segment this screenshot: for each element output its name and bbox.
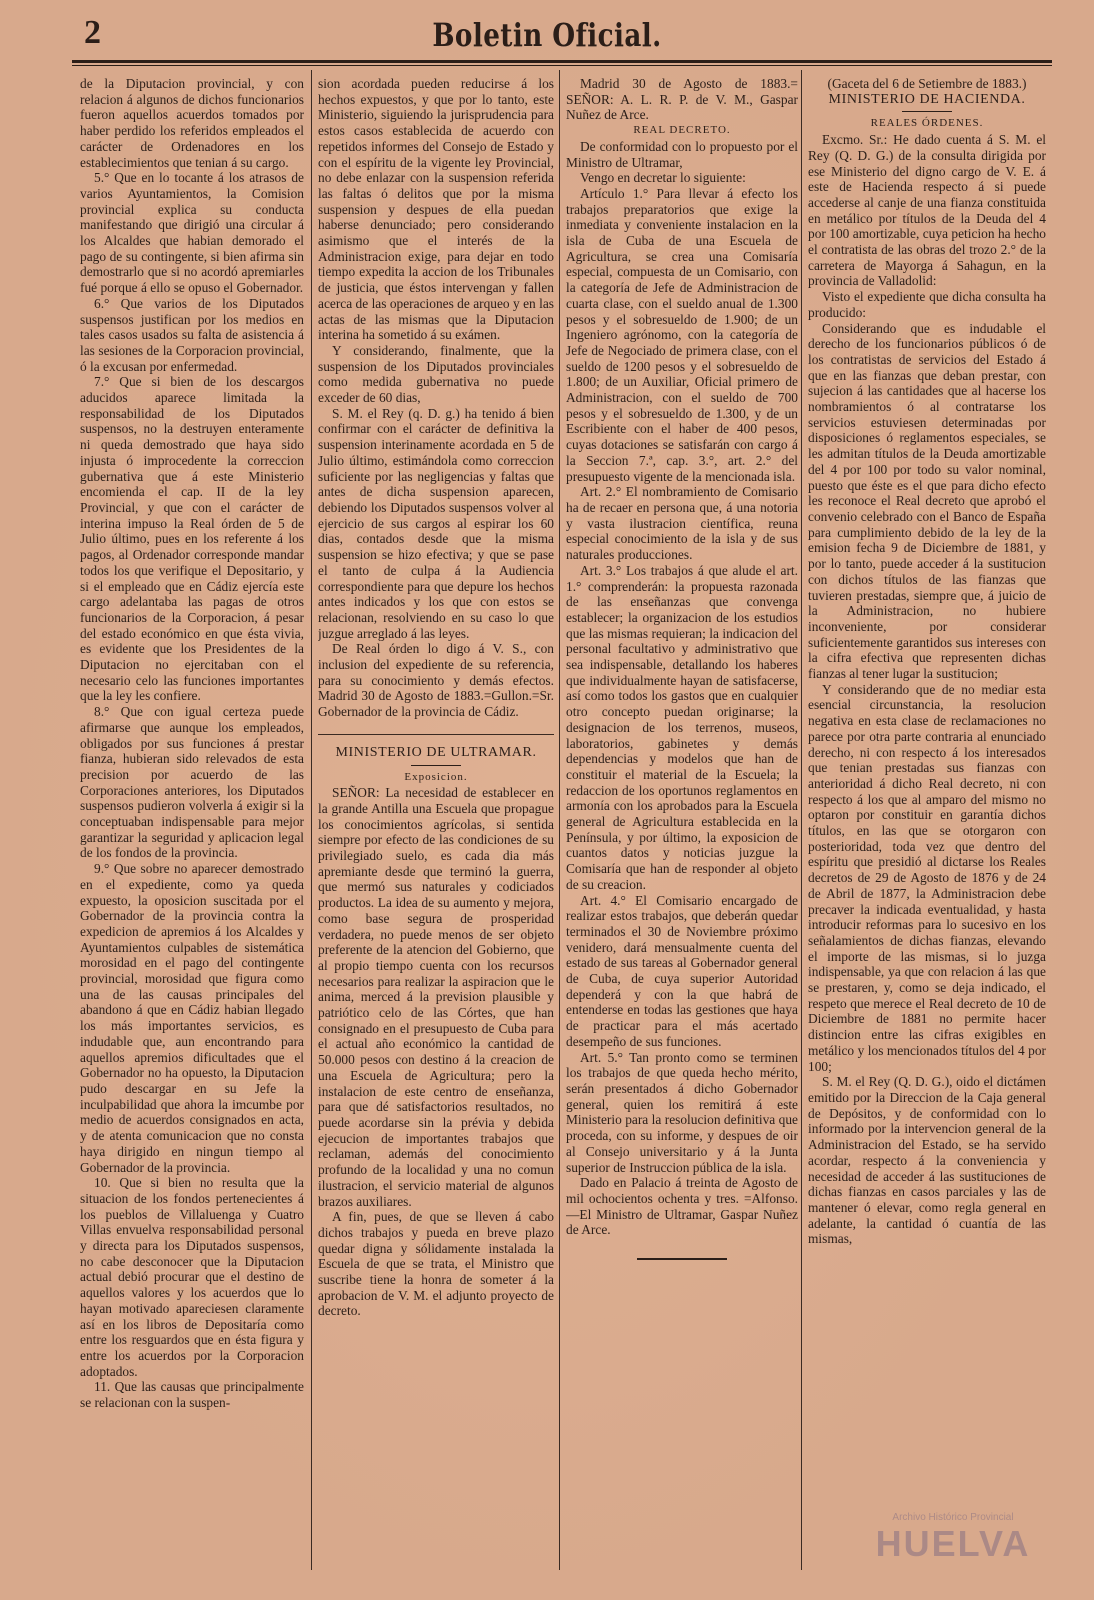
paragraph: 10. Que si bien no resulta que la situacion de los fondos pertenecientes á los pueblos de Villaluenga y Cuatro Villas envuelva responsabilidad personal y directa para los Diputados suspensos, no cabe desconocer que la Diputacion actual debió procurar que el destino de aquellos valores y los acuerdos que lo hayan motivado apareciesen claramente así en los libros de Depositaría como entre los resguardos que en ésta figura y entre los acuerdos por la Corporacion adoptados. [80, 1175, 304, 1379]
paragraph: S. M. el Rey (Q. D. G.), oido el dictámen emitido por la Direccion de la Caja general de Depósitos, y de conformidad con lo informado por la intervencion general de la Administracion del Estado, se ha servido acordar, respecto á la conveniencia y necesidad de acceder á las sustituciones de dichas fianzas en casos parciales y las de mantener ó elevar, como regla general en adelante, la cantidad ó cuantía de las mismas, [808, 1074, 1046, 1247]
paragraph: de la Diputacion provincial, y con relacion á algunos de dichos funcionarios fueron aquellos acuerdos tomados por haber perdido los referidos empleados el carácter de Ordenadores en los establecimientos que tenian á su cargo. [80, 76, 304, 170]
column-divider [801, 70, 802, 1570]
column-4 [808, 76, 1046, 1566]
paragraph: 6.° Que varios de los Diputados suspensos justifican por los medios en tales casos usados su falta de asistencia á las sesiones de la Corporacion provincial, ó la excusan por enfermedad. [80, 295, 304, 374]
subheading-exposicion: Exposicion. [404, 770, 468, 783]
masthead-rule-thin [72, 65, 1052, 66]
paragraph: 9.° Que sobre no aparecer demostrado en el expediente, como ya queda expuesto, la oposicion suscitada por el Gobernador de la provincia contra la expedicion de apremios á los Alcaldes y Ayuntamientos culpables de sistemática morosidad en el pago del contingente provincial, morosidad que figura como una de las causas principales del abandono á que en Cádiz habian llegado los más importantes servicios, es indudable que, aun encontrando para aquellos apremios dificultades que el Gobernador no ha opuesto, la Diputacion pudo descargar en su Jefe la inculpabilidad que ahora la imcumbe por medio de acuerdos consignados en acta, y de atenta comunicacion que no consta haya dirigido en ningun tiempo al Gobernador de la provincia. [80, 861, 304, 1175]
heading-dash [902, 111, 952, 112]
paragraph: Art. 3.° Los trabajos á que alude el art. 1.° comprenderán: la propuesta razonada de las enseñanzas que convenga establecer; la organizacion de los estudios que las mismas requieran; la indicacion del personal facultativo y administrativo que sea indispensable, detallando los haberes que individualmente hayan de satisfacerse, así como todos los gastos que en cualquier otro concepto puedan originarse; la designacion de los terrenos, museos, laboratorios, gabinetes y demás dependencias y modelos que han de constituir el material de la Escuela; la redaccion de los oportunos reglamentos en armonía con los aprobados para la Escuela general de Agricultura establecida en la Península, y por último, la exposicion de cuantos datos y noticias juzgue la Comisaría que han de responder al objeto de su creacion. [566, 562, 798, 892]
masthead-rule [72, 60, 1052, 63]
gaceta-reference: (Gaceta del 6 de Setiembre de 1883.) [827, 76, 1027, 91]
paragraph: De Real órden lo digo á V. S., con inclusion del expediente de su referencia, para su conocimiento y demás efectos. Madrid 30 de Agosto de 1883.=Gullon.=Sr. Gobernador de la provincia de Cádiz. [318, 641, 554, 720]
paragraph: 5.° Que en lo tocante á los atrasos de varios Ayuntamientos, la Comision provincial explica su conducta manifestando que dirigió una circular á los Alcaldes que habian demorado el pago de su contingente, si bien afirma sin demostrarlo que si no acordó apremiarles fué porque á ello se opuso el Gobernador. [80, 170, 304, 296]
paragraph: Artículo 1.° Para llevar á efecto los trabajos preparatorios que exige la inmediata y conveniente instalacion en la isla de Cuba de una Escuela de Agricultura, se crea una Comisaría especial, compuesta de un Comisario, con la categoría de Jefe de Administracion de cuarta clase, con el sueldo anual de 1.300 pesos y el sobresueldo de 1.900; de un Ingeniero agrónomo, con la categoría de Jefe de Negociado de primera clase, con el sueldo de 1200 pesos y el sobresueldo de 1.800; de un Auxiliar, Oficial primero de Administracion, con el sueldo de 700 pesos y el sobresueldo de 1.300, y de un Escribiente con el haber de 400 pesos, cuyas dotaciones se satisfarán con cargo á la Seccion 7.ª, cap. 3.°, art. 2.° del presupuesto vigente de la mencionada isla. [566, 185, 798, 484]
paragraph: 8.° Que con igual certeza puede afirmarse que aunque los empleados, obligados por sus funciones á prestar fianza, hubieran sido relevados de esta precision por acuerdo de las Corporaciones anteriores, los Diputados suspensos pudieron volverla á exigir si la conceptuaban indispensable para mejor garantizar la seguridad y aplicacion legal de los fondos de la provincia. [80, 704, 304, 861]
subheading-reales-ordenes: REALES ÓRDENES. [870, 117, 984, 130]
paragraph: sion acordada pueden reducirse á los hechos expuestos, y que por lo tanto, este Ministerio, siguiendo la jurisprudencia para estos casos establecida de acuerdo con repetidos informes del Consejo de Estado y con el espíritu de la vigente ley Provincial, no debe enlazar con la suspension referida las faltas ó delitos que por la misma suspension y despues de ella puedan haberse denunciado; pero considerando asimismo que el interés de la Administracion exige, para dejar en todo tiempo expedita la accion de los Tribunales de justicia, que éstos intervengan y fallen acerca de las operaciones de arqueo y en las actas de las mismas que la Diputacion interina ha sometido á su exámen. [318, 76, 554, 343]
paragraph: 7.° Que si bien de los descargos aducidos aparece limitada la responsabilidad de los Diputados suspensos, no la destruyen enteramente ni queda demostrado que haya sido injusta ó improcedente la correccion gubernativa que á este Ministerio encomienda el cap. II de la ley Provincial, y que con el carácter de interina impuso la Real órden de 5 de Julio último, pues en los referente á los pagos, al Ordenador corresponde mandar todos los que verifique el Depositario, y si el empleado que en Cádiz ejercía este cargo adelantaba las pagas de otros funcionarios de la Corporacion, á pesar del estado económico en que ésta vivia, es evidente que los Presidentes de la Diputacion no ejercitaban con el necesario celo las funciones importantes que la ley les confiere. [80, 374, 304, 704]
subheading-real-decreto: REAL DECRETO. [633, 124, 731, 137]
paragraph: A fin, pues, de que se lleven á cabo dichos trabajos y pueda en breve plazo quedar digna y sólidamente instalada la Escuela de que se trata, el Ministro que suscribe tiene la honra de someter á la aprobacion de V. M. el adjunto proyecto de decreto. [318, 1209, 554, 1319]
column-1 [80, 76, 304, 1566]
paragraph: 11. Que las causas que principalmente se relacionan con la suspen- [80, 1379, 304, 1411]
section-heading-ultramar: MINISTERIO DE ULTRAMAR. [335, 744, 537, 760]
paragraph: Vengo en decretar lo siguiente: [580, 170, 746, 186]
end-rule [637, 1258, 727, 1260]
column-3 [566, 76, 798, 1566]
paragraph: S. M. el Rey (q. D. g.) ha tenido á bien confirmar con el carácter de definitiva la suspension interinamente acordada en 5 de Julio último, estimándola como correccion suficiente por las negligencias y faltas que antes de dicha suspension aparecen, debiendo los Diputados suspensos volver al ejercicio de sus cargos al espirar los 60 dias, contados desde que la misma suspension se hizo efectiva; y que se pase el tanto de culpa á la Audiencia correspondiente para que depure los hechos antes indicados y los que con estos se relacionan, resolviendo en su caso lo que juzgue arreglado á las leyes. [318, 405, 554, 641]
paragraph: Y considerando, finalmente, que la suspension de los Diputados provinciales como medida gubernativa no puede exceder de 60 dias, [318, 342, 554, 406]
paragraph: Visto el expediente que dicha consulta ha producido: [808, 289, 1046, 320]
heading-dash [411, 765, 461, 766]
paragraph: Art. 5.° Tan pronto como se terminen los trabajos de que queda hecho mérito, serán presentados á dicho Gobernador general, quien los remitirá á este Ministerio para la resolucion definitiva que proceda, con su informe, y despues de oir al Consejo universitario y á la Junta superior de Instruccion pública de la isla. [566, 1049, 798, 1175]
masthead-title: Boletin Oficial. [432, 16, 662, 54]
paragraph: De conformidad con lo propuesto por el Ministro de Ultramar, [566, 138, 798, 170]
paragraph: Considerando que es indudable el derecho de los funcionarios públicos ó de los contratistas de servicios del Estado á que en las fianzas que deban prestar, con sujecion á las cantidades que al hacerse los nombramientos ó al contratarse los servicios estuviesen determinadas por disposiciones ó reglamentos especiales, se les admitan títulos de la Deuda amortizable del 4 por 100 por todo su valor nominal, puesto que éste es el que para dicho efecto les reconoce el Real decreto que aprobó el convenio celebrado con el Banco de España para cumplimiento debido de la ley de la emision fecha 9 de Diciembre de 1881, y por lo tanto, puede acceder á la sustitucion con dichos títulos de las fianzas que tuvieren prestadas, siempre que, á juicio de la Administracion, no hubiere inconveniente, por considerar suficientemente garantidos sus intereses con la cifra efectiva que representen dichas fianzas al tener lugar la sustitucion; [808, 320, 1046, 682]
page-number: 2 [84, 14, 101, 51]
section-separator [318, 734, 554, 735]
watermark-title: HUELVA [875, 1523, 1031, 1564]
column-divider [559, 70, 560, 1570]
paragraph: Madrid 30 de Agosto de 1883.= SEÑOR: A. L. R. P. de V. M., Gaspar Nuñez de Arce. [566, 76, 798, 123]
archive-watermark [868, 1512, 1038, 1592]
paragraph: Art. 2.° El nombramiento de Comisario ha de recaer en persona que, á una notoria y vasta ilustracion científica, reuna especial conocimiento de la isla y de sus naturales producciones. [566, 484, 798, 563]
section-heading-hacienda: MINISTERIO DE HACIENDA. [828, 91, 1026, 107]
paragraph: Y considerando que de no mediar esta esencial circunstancia, la resolucion negativa en esta clase de reclamaciones no parece por otra parte contraria al enunciado derecho, ni con respecto á los interesados que tenian prestadas sus fianzas con anterioridad á dicho Real decreto, ni con respecto á los que al amparo del mismo no optaron por constituir en garantía dichos títulos, en las que se otorgaron con posterioridad, toda vez que dentro del espíritu que presidió al dictarse los Reales decretos de 29 de Agosto de 1876 y de 24 de Abril de 1877, la Administracion debe precaver la indicada eventualidad, y hasta introducir reformas para lo sucesivo en los señalamientos de dichas fianzas, elevando el importe de las mismas, si lo juzga indispensable, ya que con relacion á las que se prestaren, y, como se deja indicado, el respeto que merece el Real decreto de 10 de Diciembre de 1881 no permite hacer distincion entre las cifras exigibles en metálico y los mencionados títulos del 4 por 100; [808, 681, 1046, 1074]
paragraph: SEÑOR: La necesidad de establecer en la grande Antilla una Escuela que propague los conocimientos agrícolas, si sentida siempre por efecto de las condiciones de su privilegiado suelo, es cada dia más apremiante desde que terminó la guerra, que mermó sus naturales y codiciados productos. La idea de su aumento y mejora, como base segura de prosperidad verdadera, no puede menos de ser objeto preferente de la atencion del Gobierno, que al propio tiempo cuenta con los recursos necesarios para realizar la aspiracion que le anima, merced á la prevision plausible y patriótico celo de las Córtes, que han consignado en el presupuesto de Cuba para el actual año económico la cantidad de 50.000 pesos con destino á la creacion de una Escuela de Agricultura; pero la instalacion de este centro de enseñanza, para que dé satisfactorios resultados, no puede acordarse sin la prévia y debida ejecucion de importantes trabajos que reclaman, además del conocimiento profundo de la localidad y una no comun ilustracion, el servicio material de algunos brazos auxiliares. [318, 785, 554, 1209]
paragraph: Art. 4.° El Comisario encargado de realizar estos trabajos, que deberán quedar terminados el 30 de Noviembre próximo venidero, dará mensualmente cuenta del estado de sus tareas al Gobernador general de Cuba, de cuya superior Autoridad dependerá y con la que habrá de entenderse en todas las gestiones que haya de practicar para el más acertado desempeño de sus funciones. [566, 892, 798, 1049]
paragraph: Excmo. Sr.: He dado cuenta á S. M. el Rey (Q. D. G.) de la consulta dirigida por ese Ministerio del digno cargo de V. E. á este de Hacienda respecto á si puede accederse al canje de una fianza constituida en metálico por títulos de la Deuda del 4 por 100 amortizable, cuya peticion ha hecho el contratista de las obras del trozo 2.° de la carretera de Mayorga á Sahagun, en la provincia de Valladolid: [808, 132, 1046, 289]
column-divider [311, 70, 312, 1570]
paragraph: Dado en Palacio á treinta de Agosto de mil ochocientos ochenta y tres. =Alfonso.—El Ministro de Ultramar, Gaspar Nuñez de Arce. [566, 1175, 798, 1238]
watermark-line: Archivo Histórico Provincial [892, 1512, 1014, 1523]
column-2 [318, 76, 554, 1566]
